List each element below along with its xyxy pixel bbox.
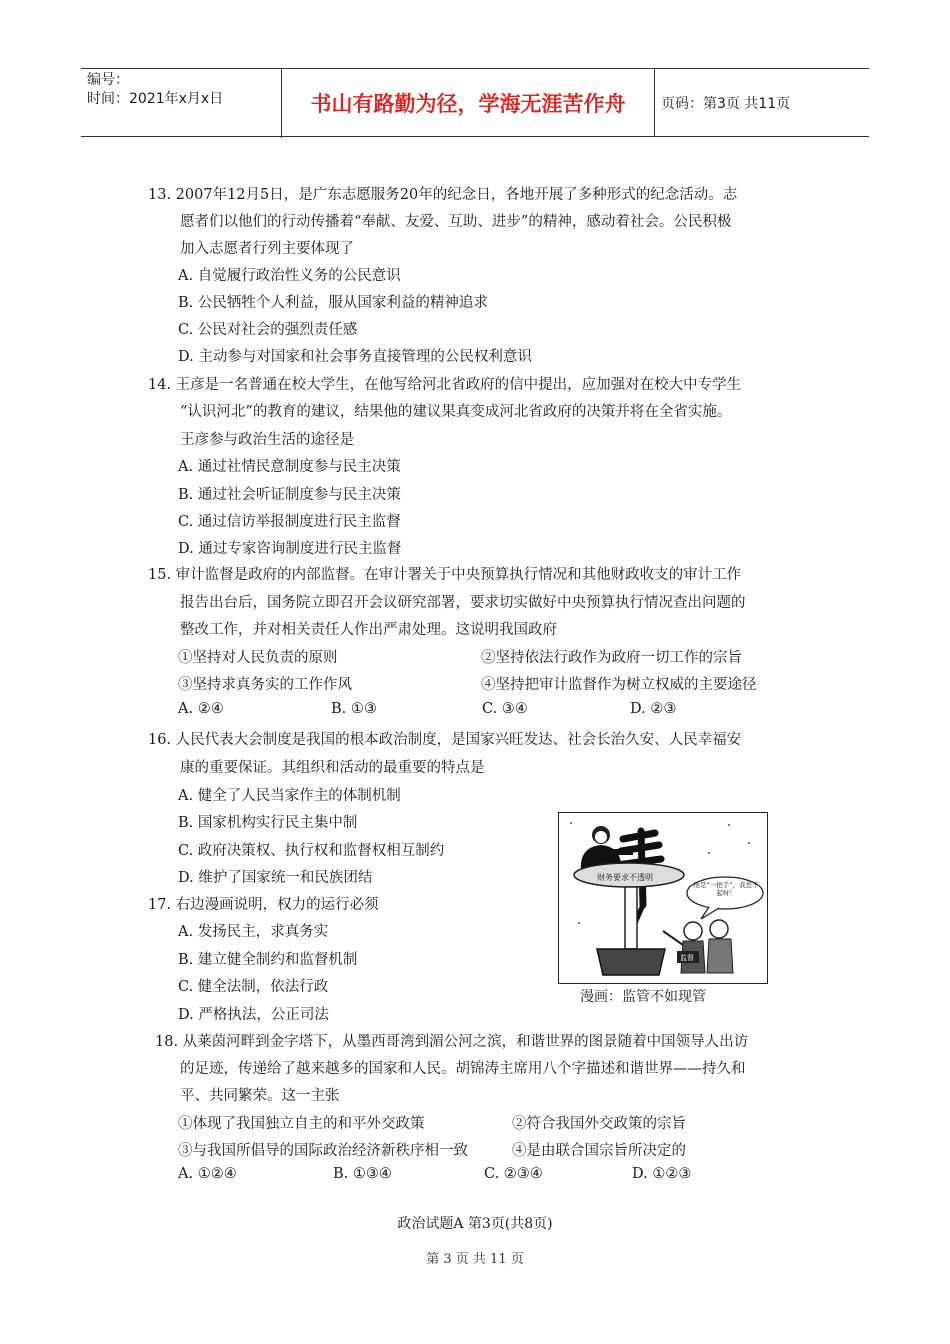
question-14-line: “认识河北”的教育的建议，结果他的建议果真变成河北省政府的决策并将在全省实施。 bbox=[180, 404, 732, 420]
question-17-option-a: A. 发扬民主，求真务实 bbox=[178, 924, 329, 940]
question-17-option-b: B. 建立健全制约和监督机制 bbox=[178, 952, 358, 968]
header-meta bbox=[81, 69, 282, 138]
question-16-option-d: D. 维护了国家统一和民族团结 bbox=[178, 870, 373, 886]
speech-bubble-text-box bbox=[691, 881, 761, 907]
speech-bubble-text: 他是“一把手”，我惹不起呀！ bbox=[693, 881, 759, 897]
question-18-line: 平、共同繁荣。这一主张 bbox=[180, 1088, 340, 1104]
exam-page-footer: 政治试题A 第3页(共8页) bbox=[397, 1216, 553, 1232]
question-15-choice-c: C. ③④ bbox=[482, 701, 528, 717]
question-14-option-b: B. 通过社会听证制度参与民主决策 bbox=[178, 487, 401, 503]
question-14-option-a: A. 通过社情民意制度参与民主决策 bbox=[178, 459, 401, 475]
question-15-line: 整改工作，并对相关责任人作出严肃处理。这说明我国政府 bbox=[180, 622, 557, 638]
question-18-statement-4: ④是由联合国宗旨所决定的 bbox=[512, 1143, 686, 1159]
question-16-line: 康的重要保证。其组织和活动的最重要的特点是 bbox=[180, 760, 485, 776]
page-header bbox=[81, 68, 869, 137]
question-15-choice-b: B. ①③ bbox=[331, 701, 377, 717]
inspector-tag: 监督 bbox=[680, 954, 694, 962]
question-13-option-a: A. 自觉履行政治性义务的公民意识 bbox=[178, 268, 401, 284]
cartoon-caption: 漫画：监管不如现管 bbox=[580, 989, 706, 1005]
question-17-line: 17. 右边漫画说明，权力的运行必须 bbox=[148, 897, 379, 913]
cartoon-drawing bbox=[559, 813, 767, 983]
question-16-option-b: B. 国家机构实行民主集中制 bbox=[178, 815, 358, 831]
question-13-line: 愿者们以他们的行动传播着“奉献、友爱、互助、进步”的精神，感动着社会。公民积极 bbox=[180, 214, 732, 230]
question-15-choice-a: A. ②④ bbox=[178, 701, 224, 717]
inspector-figures bbox=[663, 920, 733, 973]
cartoon-image bbox=[558, 812, 768, 984]
number-label: 编号： bbox=[87, 72, 129, 88]
question-13-line: 加入志愿者行列主要体现了 bbox=[180, 241, 354, 257]
question-15-statement-2: ②坚持依法行政作为政府一切工作的宗旨 bbox=[481, 650, 742, 666]
question-18-line: 的足迹，传递给了越来越多的国家和人民。胡锦涛主席用八个字描述和谐世界——持久和 bbox=[180, 1061, 746, 1077]
question-13-option-b: B. 公民牺牲个人利益，服从国家利益的精神追求 bbox=[178, 295, 488, 311]
question-18-choice-b: B. ①③④ bbox=[333, 1166, 392, 1182]
page-info: 页码：第3页 共11页 bbox=[661, 95, 791, 112]
question-13-line: 13. 2007年12月5日，是广东志愿服务20年的纪念日，各地开展了多种形式的纪念活动。志 bbox=[148, 187, 738, 203]
document-page-footer: 第 3 页 共 11 页 bbox=[426, 1252, 524, 1267]
question-15-line: 报告出台后，国务院立即召开会议研究部署，要求切实做好中央预算执行情况查出问题的 bbox=[180, 595, 746, 611]
question-16-option-a: A. 健全了人民当家作主的体制机制 bbox=[178, 788, 401, 804]
time-label: 时间：2021年x月x日 bbox=[87, 91, 224, 107]
question-15-choice-d: D. ②③ bbox=[630, 701, 677, 717]
question-16-line: 16. 人民代表大会制度是我国的根本政治制度，是国家兴旺发达、社会长治久安、人民幸福安 bbox=[148, 732, 742, 748]
question-15-line: 15. 审计监督是政府的内部监督。在审计署关于中央预算执行情况和其他财政收支的审计工作 bbox=[148, 567, 742, 583]
question-18-choice-d: D. ①②③ bbox=[632, 1166, 692, 1182]
motto: 书山有路勤为径，学海无涯苦作舟 bbox=[282, 69, 655, 136]
question-15-statement-1: ①坚持对人民负责的原则 bbox=[178, 650, 338, 666]
question-18-choice-a: A. ①②④ bbox=[178, 1166, 237, 1182]
question-18-statement-1: ①体现了我国独立自主的和平外交政策 bbox=[178, 1116, 425, 1132]
question-18-statement-3: ③与我国所倡导的国际政治经济新秩序相一致 bbox=[178, 1143, 468, 1159]
question-18-statement-2: ②符合我国外交政策的宗旨 bbox=[512, 1116, 686, 1132]
question-18-choice-c: C. ②③④ bbox=[484, 1166, 543, 1182]
question-14-option-c: C. 通过信访举报制度进行民主监督 bbox=[178, 514, 401, 530]
question-18-line: 18. 从莱茵河畔到金字塔下，从墨西哥湾到湄公河之滨，和谐世界的图景随着中国领导人出访 bbox=[155, 1034, 749, 1050]
question-14-option-d: D. 通过专家咨询制度进行民主监督 bbox=[178, 541, 402, 557]
question-14-line: 王彦参与政治生活的途径是 bbox=[180, 432, 354, 448]
question-17-option-c: C. 健全法制，依法行政 bbox=[178, 979, 329, 995]
question-14-line: 14. 王彦是一名普通在校大学生，在他写给河北省政府的信中提出，应加强对在校大中专学生 bbox=[148, 377, 742, 393]
question-15-statement-4: ④坚持把审计监督作为树立权威的主要途径 bbox=[481, 677, 757, 693]
question-17-option-d: D. 严格执法，公正司法 bbox=[178, 1007, 329, 1023]
cartoon-sign: 财务要求不透明 bbox=[597, 873, 653, 882]
question-16-option-c: C. 政府决策权、执行权和监督权相互制约 bbox=[178, 843, 445, 859]
question-15-statement-3: ③坚持求真务实的工作作风 bbox=[178, 677, 352, 693]
question-13-option-d: D. 主动参与对国家和社会事务直接管理的公民权利意识 bbox=[178, 349, 532, 365]
question-13-option-c: C. 公民对社会的强烈责任感 bbox=[178, 322, 358, 338]
